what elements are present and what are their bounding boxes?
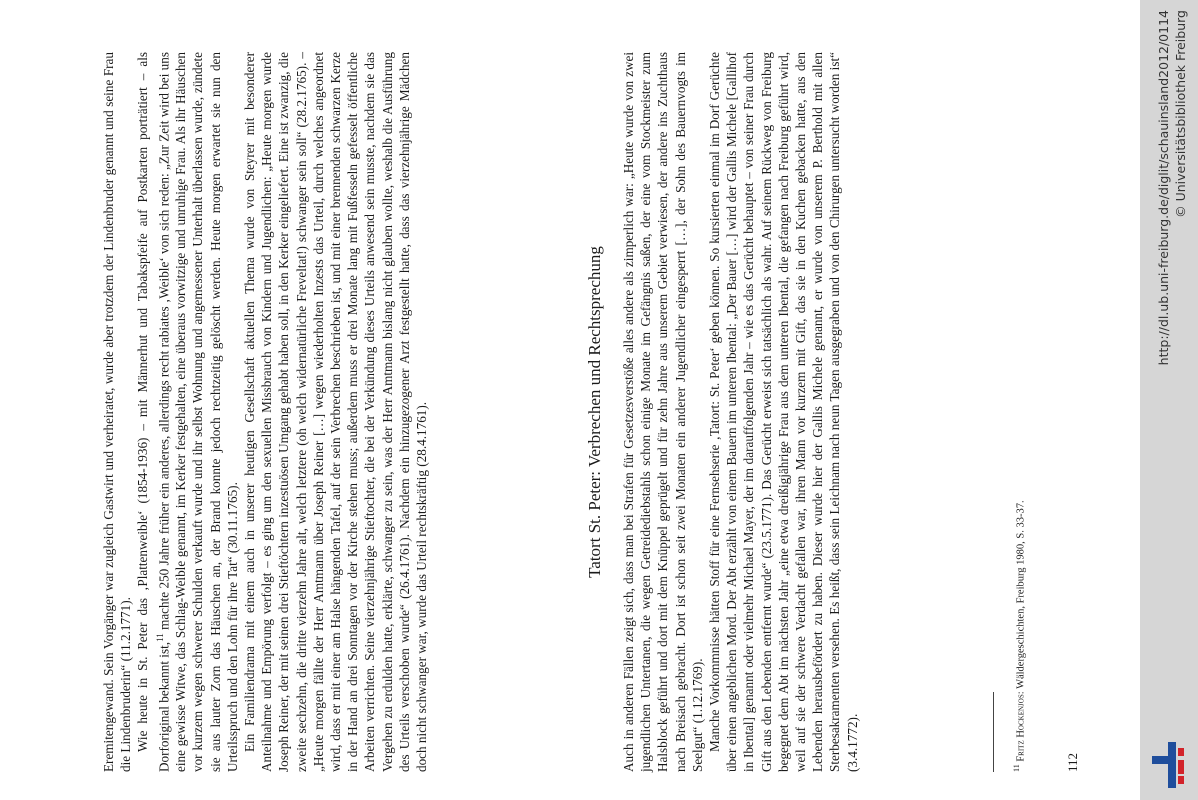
section-heading: Tatort St. Peter: Verbrechen und Rechtsprechung (585, 246, 604, 578)
paragraph: Ein Familiendrama mit einem auch in unserer heutigen Gesellschaft aktuellen Thema wurde von Steyrer mit besonderer Anteilnahme und Empörung verfolgt – es ging um den sexuellen Missbrauch von Kindern und Jugendlichen: „Heute morgen wurde Joseph Reiner, der mit seinen drei Stieftöchtern inzestuösen Umgang gehabt haben soll, in den Kerker eingeliefert. Eine ist zwanzig, die zweite sechzehn, die dritte vierzehn Jahre alt, welch letztere (oh welch widernatürliche Freveltat!) schwanger sein soll“ (28.2.1765). – „Heute morgen fällte der Herr Amtmann über Joseph Reiner […] wegen wiederholten Inzests das Urteil, durch welches angeordnet wird, dass er mit einer am Halse hängenden Tafel, auf der sein Verbrechen beschrieben ist, und mit einer brennenden schwarzen Kerze in der Hand an drei Sonntagen vor der Kirche stehen muss; außerdem muss er drei Monate lang mit Fußfesseln gefesselt öffentliche Arbeiten verrichten. Seine vierzehnjährige Stieftochter, die bei der Verkündung dieses Urteils anwesend sein musste, nachdem sie das Vergehen zu erdulden hatte, erklärte, schwanger zu sein, was der Herr Amtmann bislang nicht glauben wollte, weshalb die Ausführung des Urteils verschoben wurde“ (26.4.1761). Nachdem ein hinzugezogener Arzt festgestellt hatte, dass das vierzehnjährige Mädchen doch nicht schwanger war, wurde das Urteil rechtskräftig (28.4.1761). (242, 52, 430, 772)
library-logo-icon (1152, 742, 1188, 788)
top-text-block (100, 52, 430, 772)
paragraph: Auch in anderen Fällen zeigt sich, dass man bei Strafen für Gesetzesverstöße alles andere als zimperlich war: „Heute wurde von zwei jugendlichen Untertanen, die wegen Getreidediebstahls schon einige Monate im Gefängnis saßen, der eine vom Stockmeister zum Halsblock geführt und dort mit dem Knüppel geprügelt und für zehn Jahre aus unserem Gebiet verwiesen, der andere ins Zuchthaus nach Breisach gebracht. Dort ist schon seit zwei Monaten ein anderer Jugendlicher eingesperrt […], der Sohn des Bauernvogts im Seelgut“ (1.12.1769). (621, 52, 705, 772)
library-sidebar (1140, 0, 1198, 800)
footnote-text: : Wäldergeschichten, Freiburg 1980, S. 33-37. (1015, 500, 1027, 695)
paragraph: Eremitengewand. Sein Vorgänger war zugleich Gastwirt und verheiratet, wurde aber trotzdem der Lindenbruder genannt und seine Frau die Lindenbruderin“ (11.2.1771). (101, 52, 134, 772)
page-number: 112 (1065, 752, 1080, 772)
footnote (1010, 52, 1028, 772)
footnote-marker[interactable]: 11 (154, 633, 165, 642)
paragraph: Wie heute in St. Peter das ‚Plattenweible‘ (1854-1936) – mit Männerhut und Tabakspfeife auf Postkarten porträtiert – als Dorforiginal bekannt ist,$^{11}$ machte 250 Jahre früher ein anderes, allerdings recht rabiates ‚Weible‘ von sich reden: „Zur Zeit wird bei uns eine gewisse Witwe, das Schlag-Weible genannt, im Kerker festgehalten, eine überaus vorwitzige und unruhige Frau. Als ihr Häuschen vor kurzem wegen schwerer Schulden verkauft wurde und ihr selbst Wohnung und angemessener Unterhalt überlassen wurde, zündete sie aus lauter Zorn das Häuschen an, der Brand konnte jedoch rechtzeitig gelöscht werden. Heute morgen erwartet sie nun den Urteilsspruch und den Lohn für ihre Tat“ (30.11.1765). (135, 51, 240, 772)
footnote-divider (993, 692, 994, 772)
bottom-text-block (620, 52, 861, 772)
copyright-text: © Universitätsbibliothek Freiburg (1173, 10, 1188, 218)
paragraph: Manche Vorkommnisse hätten Stoff für eine Fernsehserie ‚Tatort: St. Peter‘ geben können. So kursierten einmal im Dorf Gerüchte über einen angeblichen Mord. Der Abt erzählt von einem Bauern im unteren Ibental: „Der Bauer […] wird der Gallis Michele [Gallihof in Ibental] genannt oder vielmehr Michael Mayer, der im darauffolgenden Jahr – wie es das Gerücht behauptet – von seiner Frau durch Gift aus den Lebenden entfernt wurde“ (23.5.1771). Das Gerücht erweist sich tatsächlich als wahr. Auf seinem Rückweg von Freiburg begegnet dem Abt im nächsten Jahr „eine etwa dreißigjährige Frau aus dem unteren Ibental, die gefangen nach Freiburg geführt wird, weil auf sie der schwere Verdacht gefallen war, ihren Mann vor kurzem mit Gift, das sie in den Kuchen gebacken hatte, aus den Lebenden herausbefördert zu haben. Dieser wurde hier der Gallis Michele genannt, er wurde von unserem P. Berthold mit allen Sterbesakramenten versehen. Es heißt, dass sein Leichnam nach neun Tagen ausgegraben und von den Chirurgen untersucht worden ist“ (3.4.1772). (707, 52, 860, 772)
sidebar-rotated-content (1140, 0, 1198, 800)
footnote-number: 11 (1012, 764, 1021, 772)
footnote-author: Fritz Hockenjos (1015, 694, 1027, 762)
source-url-link[interactable]: http://dl.ub.uni-freiburg.de/diglit/schauinsland2012/0114 (1156, 10, 1171, 366)
